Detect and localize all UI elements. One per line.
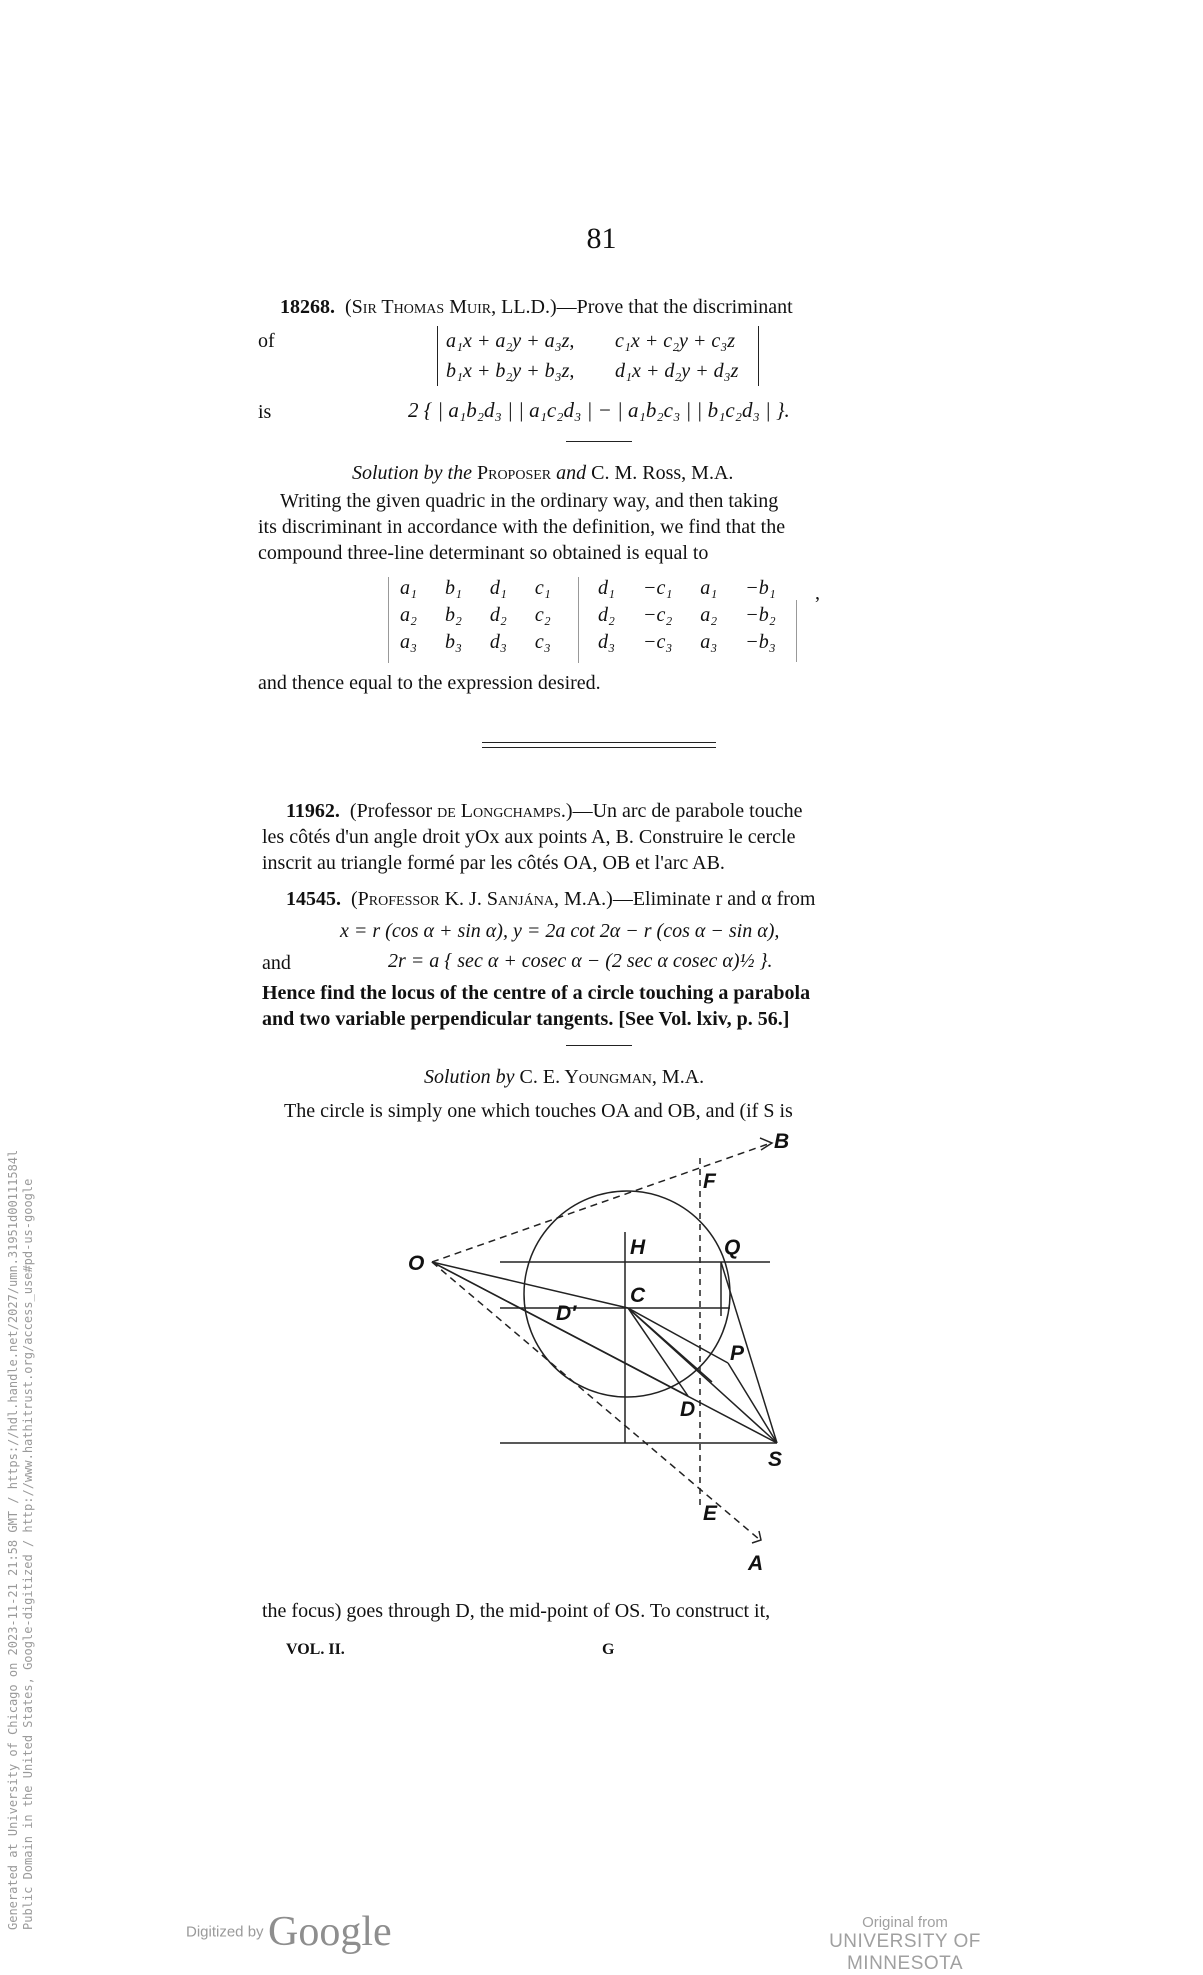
matrix-cell: d₁ bbox=[598, 577, 615, 599]
label-C: C bbox=[630, 1284, 646, 1307]
solution-3-heading bbox=[424, 1064, 704, 1090]
solution-label: Solution by the bbox=[352, 462, 472, 484]
matrix-cell: a₂ bbox=[400, 604, 417, 626]
matrix-cell: d₂ bbox=[598, 604, 615, 626]
line-OD bbox=[432, 1262, 688, 1396]
det-row1-col1: a₁x + a₂y + a₃z, bbox=[446, 330, 575, 352]
line-CP bbox=[628, 1308, 728, 1363]
problem-text: —Eliminate r and α from bbox=[612, 888, 816, 910]
problem-author-name: de Longchamps.) bbox=[437, 800, 573, 822]
is-label: is bbox=[258, 401, 272, 423]
matrix-cell: −c₁ bbox=[642, 577, 673, 599]
label-E: E bbox=[703, 1502, 718, 1525]
matrix-cell: c₃ bbox=[534, 631, 551, 653]
label-A: A bbox=[748, 1552, 764, 1575]
problem-number: 18268. bbox=[280, 296, 335, 318]
matrix-cell: c₁ bbox=[534, 577, 551, 599]
det-row2-col1: b₁x + b₂y + b₃z, bbox=[446, 360, 575, 382]
of-label: of bbox=[258, 330, 275, 352]
solution-line-3: compound three-line determinant so obtained is equal to bbox=[258, 542, 709, 564]
solution-author: C. E. Youngman, M.A. bbox=[519, 1066, 705, 1088]
hathitrust-watermark bbox=[6, 1150, 36, 1930]
det-row2-col2: d₁x + d₂y + d₃z bbox=[615, 360, 739, 382]
matrix-cell: −c₃ bbox=[642, 631, 673, 653]
matrix-cell: b₁ bbox=[444, 577, 462, 599]
problem-statement: —Prove that the discriminant bbox=[556, 296, 793, 318]
original-from-block bbox=[770, 1914, 1040, 1975]
solution-3-line1: The circle is simply one which touches OA and OB, and (if S is bbox=[284, 1100, 793, 1122]
solution-heading bbox=[352, 460, 733, 486]
label-D-prime: D′ bbox=[556, 1302, 577, 1325]
digitized-by bbox=[186, 1908, 392, 1956]
matrix-cell: d₃ bbox=[598, 631, 615, 653]
matrix-right-bar bbox=[796, 600, 797, 662]
label-H: H bbox=[630, 1236, 646, 1259]
divider bbox=[566, 441, 632, 442]
watermark-line-2: Public Domain in the United States, Google-digitized / http://www.hathitrust.org/access_use#pd-us-google bbox=[21, 1178, 35, 1930]
problem-11962-line1 bbox=[286, 798, 802, 824]
label-B: B bbox=[774, 1130, 790, 1153]
footer-volume: VOL. II. bbox=[286, 1641, 345, 1658]
problem-text: —Un arc de parabole touche bbox=[572, 800, 803, 822]
watermark-line-1: Generated at University of Chicago on 2023-11-21 21:58 GMT / https://hdl.handle.net/2027/umn.31951d00111584l bbox=[6, 1149, 20, 1930]
problem-number: 14545. bbox=[286, 888, 341, 910]
matrix-cell: b₂ bbox=[444, 604, 462, 626]
matrix-cell: c₂ bbox=[534, 604, 551, 626]
matrix-cell: d₃ bbox=[489, 631, 507, 653]
label-Q: Q bbox=[724, 1236, 741, 1259]
problem-11962-line2: les côtés d'un angle droit yOx aux points A, B. Construire le cercle bbox=[262, 826, 796, 848]
label-F: F bbox=[703, 1170, 716, 1193]
matrix-cell: −c₂ bbox=[642, 604, 673, 626]
problem-14545-line3: Hence find the locus of the centre of a circle touching a parabola bbox=[262, 982, 811, 1004]
problem-number: 11962. bbox=[286, 800, 340, 822]
original-from-label: Original from bbox=[862, 1914, 948, 1931]
label-D: D bbox=[680, 1398, 696, 1421]
digitized-by-label: Digitized by bbox=[186, 1923, 264, 1941]
label-S: S bbox=[768, 1448, 783, 1471]
matrix-cell: −b₂ bbox=[745, 604, 776, 626]
institution-name: UNIVERSITY OF MINNESOTA bbox=[829, 1931, 981, 1974]
matrix-left bbox=[386, 575, 565, 656]
solution-conclusion: and thence equal to the expression desired. bbox=[258, 672, 601, 694]
label-O: O bbox=[408, 1252, 425, 1275]
matrix-middle-bar bbox=[578, 577, 579, 663]
matrix-cell: −b₃ bbox=[745, 631, 776, 653]
line-OC bbox=[432, 1262, 628, 1308]
double-rule-top bbox=[482, 742, 716, 743]
solution-label: Solution by bbox=[424, 1066, 515, 1088]
problem-14545-line4: and two variable perpendicular tangents. [See Vol. lxiv, p. 56.] bbox=[262, 1008, 790, 1030]
solution-proposer: Proposer bbox=[476, 462, 552, 484]
discriminant-result: 2 { | a₁b₂d₃ | | a₁c₂d₃ | − | a₁b₂c₃ | | b₁c₂d₃ | }. bbox=[408, 398, 790, 422]
solution-and: and bbox=[556, 462, 587, 484]
matrix-cell: −b₁ bbox=[745, 577, 776, 599]
matrix-cell: a₁ bbox=[400, 577, 417, 599]
matrix-comma: , bbox=[815, 582, 820, 604]
label-P: P bbox=[730, 1342, 745, 1365]
matrix-cell: a₁ bbox=[700, 577, 718, 599]
equation-2: 2r = a { sec α + cosec α − (2 sec α cosec α)½ }. bbox=[388, 950, 773, 972]
matrix-cell: a₂ bbox=[700, 604, 718, 626]
problem-11962-line3: inscrit au triangle formé par les côtés OA, OB et l'arc AB. bbox=[262, 852, 725, 874]
matrix-cell: a₃ bbox=[400, 631, 417, 653]
determinant-right-bar bbox=[758, 326, 759, 386]
divider bbox=[566, 1045, 632, 1046]
determinant-left-bar bbox=[437, 326, 438, 386]
google-logo: Google bbox=[268, 1909, 392, 1955]
matrix-cell: d₁ bbox=[489, 577, 507, 599]
geometry-figure bbox=[400, 1130, 820, 1590]
problem-14545-line1 bbox=[286, 886, 815, 912]
matrix-cell: d₂ bbox=[489, 604, 507, 626]
page-number: 81 bbox=[586, 222, 617, 255]
matrix-right bbox=[584, 575, 790, 656]
problem-18268-header bbox=[280, 294, 793, 320]
solution-line-2: its discriminant in accordance with the definition, we find that the bbox=[258, 516, 786, 538]
matrix-cell: a₃ bbox=[700, 631, 718, 653]
solution-3-line2: the focus) goes through D, the mid-point of OS. To construct it, bbox=[262, 1600, 771, 1622]
line-SP bbox=[728, 1363, 777, 1443]
solution-line-1: Writing the given quadric in the ordinary way, and then taking bbox=[280, 490, 779, 512]
problem-author: (Professor K. J. Sanjána, M.A.) bbox=[351, 888, 613, 910]
problem-author: (Professor bbox=[349, 800, 433, 822]
det-row1-col2: c₁x + c₂y + c₃z bbox=[615, 330, 736, 352]
and-label: and bbox=[262, 952, 291, 974]
double-rule-bottom bbox=[482, 747, 716, 748]
line-OA bbox=[432, 1262, 760, 1540]
problem-author: (Sir Thomas Muir, LL.D.) bbox=[345, 296, 557, 318]
solution-author: C. M. Ross, M.A. bbox=[591, 462, 734, 484]
matrix-cell: b₃ bbox=[444, 631, 462, 653]
equation-1: x = r (cos α + sin α), y = 2a cot 2α − r (cos α − sin α), bbox=[340, 920, 780, 942]
footer-signature: G bbox=[602, 1641, 615, 1658]
